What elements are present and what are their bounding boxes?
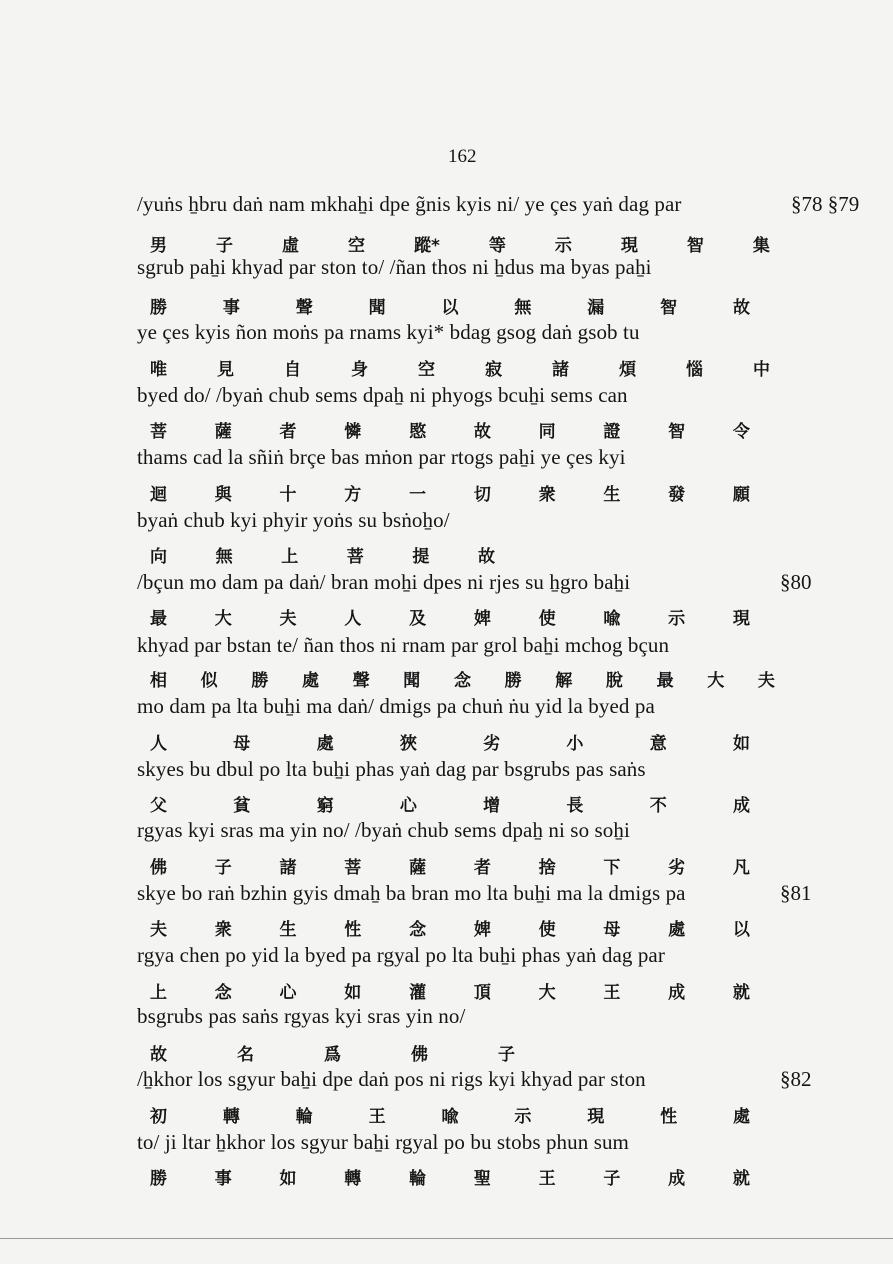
gloss-row xyxy=(150,978,750,1003)
gloss-row xyxy=(150,853,750,878)
page-number: 162 xyxy=(448,146,477,167)
gloss-row xyxy=(150,417,750,442)
gloss-char: 念 xyxy=(214,983,232,1003)
gloss-char: 心 xyxy=(279,983,297,1003)
gloss-char: 子 xyxy=(498,1045,515,1065)
text-line: /bçun mo dam pa daṅ/ bran moẖi dpes ni rjes su ẖgro baẖi xyxy=(137,570,631,594)
text-line: bsgrubs pas saṅs rgyas kyi sras yin no/ xyxy=(137,1004,466,1028)
text-line: ye çes kyis ñon moṅs pa rnams kyi* bdag gsog daṅ gsob tu xyxy=(137,320,640,344)
text-line: /yuṅs ẖbru daṅ nam mkhaẖi dpe g̃nis kyis ni/ ye çes yaṅ dag par xyxy=(137,192,682,216)
gloss-char: 生 xyxy=(279,920,297,940)
gloss-char: 念 xyxy=(453,671,471,691)
gloss-char: 佛 xyxy=(150,858,167,878)
gloss-char: 無 xyxy=(514,298,532,318)
gloss-char: 脫 xyxy=(605,671,623,691)
section-marker: §81 xyxy=(780,881,812,905)
gloss-char: 願 xyxy=(732,485,750,505)
gloss-row xyxy=(150,1164,750,1189)
gloss-char: 聖 xyxy=(473,1169,491,1189)
text-line: mo dam pa lta buẖi ma daṅ/ dmigs pa chuṅ ṅu yid la byed pa xyxy=(137,694,655,718)
gloss-char: 諸 xyxy=(279,858,297,878)
gloss-char: 心 xyxy=(399,796,417,816)
gloss-row xyxy=(150,604,750,629)
gloss-char: 人 xyxy=(344,609,362,629)
gloss-char: 性 xyxy=(660,1107,678,1127)
gloss-char: 以 xyxy=(441,298,459,318)
text-line: rgya chen po yid la byed pa rgyal po lta buẖi phas yaṅ dag par xyxy=(137,943,665,967)
gloss-char: 中 xyxy=(753,360,770,380)
gloss-char: 寂 xyxy=(485,360,502,380)
gloss-char: 如 xyxy=(732,734,750,754)
gloss-char: 煩 xyxy=(619,360,636,380)
gloss-char: 王 xyxy=(368,1107,386,1127)
gloss-char: 王 xyxy=(538,1169,556,1189)
gloss-char: 空 xyxy=(418,360,435,380)
gloss-char: 漏 xyxy=(587,298,605,318)
gloss-char: 劣 xyxy=(668,858,686,878)
gloss-char: 凡 xyxy=(732,858,750,878)
gloss-char: 菩 xyxy=(346,547,364,567)
gloss-char: 念 xyxy=(409,920,427,940)
gloss-char: 大 xyxy=(707,671,725,691)
gloss-char: 轉 xyxy=(222,1107,240,1127)
gloss-char: 子 xyxy=(216,236,233,256)
gloss-row xyxy=(150,293,750,318)
gloss-char: 婢 xyxy=(473,920,491,940)
gloss-char: 上 xyxy=(281,547,299,567)
gloss-char: 上 xyxy=(150,983,167,1003)
gloss-char: 薩 xyxy=(214,422,232,442)
gloss-char: 自 xyxy=(284,360,301,380)
gloss-char: 處 xyxy=(733,1107,750,1127)
gloss-char: 如 xyxy=(279,1169,297,1189)
gloss-char: 聞 xyxy=(403,671,421,691)
gloss-char: 父 xyxy=(150,796,167,816)
text-line: skyes bu dbul po lta buẖi phas yaṅ dag par bsgrubs pas saṅs xyxy=(137,757,646,781)
gloss-char: 夫 xyxy=(150,920,167,940)
gloss-char: 現 xyxy=(732,609,750,629)
gloss-char: 似 xyxy=(200,671,218,691)
gloss-char: 母 xyxy=(603,920,621,940)
section-marker: §78 §79 xyxy=(791,192,860,216)
gloss-char: 事 xyxy=(222,298,240,318)
gloss-char: 以 xyxy=(732,920,750,940)
gloss-char: 夫 xyxy=(757,671,775,691)
gloss-row xyxy=(150,480,750,505)
footer-rule xyxy=(0,1238,893,1239)
gloss-char: 增 xyxy=(483,796,501,816)
gloss-char: 夫 xyxy=(279,609,297,629)
gloss-char: 方 xyxy=(344,485,362,505)
gloss-char: 智 xyxy=(668,422,686,442)
gloss-row xyxy=(150,915,750,940)
gloss-char: 示 xyxy=(668,609,686,629)
gloss-char: 如 xyxy=(344,983,362,1003)
gloss-char: 示 xyxy=(514,1107,532,1127)
text-line: /ẖkhor los sgyur baẖi dpe daṅ pos ni rigs kyi khyad par ston xyxy=(137,1067,646,1091)
gloss-char: 處 xyxy=(316,734,334,754)
gloss-char: 灌 xyxy=(409,983,427,1003)
gloss-char: 者 xyxy=(473,858,491,878)
gloss-char: 處 xyxy=(668,920,686,940)
gloss-char: 貧 xyxy=(233,796,251,816)
gloss-char: 使 xyxy=(538,920,556,940)
gloss-char: 長 xyxy=(566,796,584,816)
gloss-char: 母 xyxy=(233,734,251,754)
gloss-char: 菩 xyxy=(150,422,167,442)
section-marker: §80 xyxy=(780,570,812,594)
gloss-char: 切 xyxy=(473,485,491,505)
gloss-char: 故 xyxy=(473,422,491,442)
gloss-char: 虛 xyxy=(282,236,299,256)
gloss-char: 喩 xyxy=(441,1107,459,1127)
gloss-char: 令 xyxy=(732,422,750,442)
gloss-char: 與 xyxy=(214,485,232,505)
gloss-char: 成 xyxy=(668,1169,686,1189)
gloss-char: 初 xyxy=(150,1107,167,1127)
gloss-char: 男 xyxy=(150,236,167,256)
gloss-char: 勝 xyxy=(150,298,167,318)
gloss-char: 身 xyxy=(351,360,368,380)
gloss-char: 成 xyxy=(668,983,686,1003)
gloss-char: 輪 xyxy=(295,1107,313,1127)
gloss-row xyxy=(150,542,495,567)
gloss-char: 勝 xyxy=(251,671,269,691)
text-line: byaṅ chub kyi phyir yoṅs su bsṅoẖo/ xyxy=(137,508,450,532)
gloss-char: 不 xyxy=(649,796,667,816)
gloss-char: 子 xyxy=(603,1169,621,1189)
gloss-char: 解 xyxy=(555,671,573,691)
gloss-char: 窮 xyxy=(316,796,334,816)
gloss-char: 等 xyxy=(488,236,506,256)
gloss-char: 使 xyxy=(538,609,556,629)
gloss-char: 名 xyxy=(237,1045,254,1065)
text-line: khyad par bstan te/ ñan thos ni rnam par grol baẖi mchog bçun xyxy=(137,633,670,657)
gloss-char: 爲 xyxy=(324,1045,341,1065)
text-line: skye bo raṅ bzhin gyis dmaẖ ba bran mo lta buẖi ma la dmigs pa xyxy=(137,881,686,905)
gloss-char: 集 xyxy=(752,236,770,256)
gloss-char: 大 xyxy=(538,983,556,1003)
gloss-char: 聲 xyxy=(295,298,313,318)
gloss-char: 就 xyxy=(732,1169,750,1189)
gloss-char: 衆 xyxy=(214,920,232,940)
gloss-char: 子 xyxy=(214,858,232,878)
gloss-char: 提 xyxy=(412,547,430,567)
gloss-char: 惱 xyxy=(686,360,703,380)
gloss-char: 就 xyxy=(732,983,750,1003)
gloss-char: 王 xyxy=(603,983,621,1003)
gloss-char: 最 xyxy=(150,609,167,629)
text-line: to/ ji ltar ẖkhor los sgyur baẖi rgyal po bu stobs phun sum xyxy=(137,1130,629,1154)
gloss-char: 性 xyxy=(344,920,362,940)
gloss-char: 諸 xyxy=(552,360,569,380)
gloss-char: 下 xyxy=(603,858,621,878)
gloss-char: 狹 xyxy=(399,734,417,754)
gloss-char: 最 xyxy=(656,671,674,691)
gloss-char: 轉 xyxy=(344,1169,362,1189)
gloss-char: 婢 xyxy=(473,609,491,629)
gloss-char: 小 xyxy=(566,734,584,754)
gloss-char: 處 xyxy=(301,671,319,691)
gloss-char: 聲 xyxy=(352,671,370,691)
gloss-char: 人 xyxy=(150,734,167,754)
gloss-char: 十 xyxy=(279,485,297,505)
gloss-char: 空 xyxy=(348,236,365,256)
gloss-row xyxy=(150,355,770,380)
text-line: rgyas kyi sras ma yin no/ /byaṅ chub sems dpaẖ ni so soẖi xyxy=(137,818,630,842)
gloss-char: 薩 xyxy=(409,858,427,878)
gloss-char: 劣 xyxy=(483,734,501,754)
gloss-char: 唯 xyxy=(150,360,167,380)
gloss-char: 無 xyxy=(215,547,233,567)
gloss-char: 大 xyxy=(214,609,232,629)
gloss-row xyxy=(150,666,775,691)
gloss-char: 勝 xyxy=(504,671,522,691)
gloss-row xyxy=(150,1040,515,1065)
gloss-char: 迴 xyxy=(150,485,167,505)
gloss-char: 現 xyxy=(587,1107,605,1127)
gloss-char: 衆 xyxy=(538,485,556,505)
gloss-char: 故 xyxy=(733,298,750,318)
gloss-char: 意 xyxy=(649,734,667,754)
gloss-row xyxy=(150,231,770,256)
gloss-char: 愍 xyxy=(409,422,427,442)
gloss-row xyxy=(150,1102,750,1127)
gloss-char: 蹤* xyxy=(414,236,440,256)
gloss-char: 一 xyxy=(409,485,427,505)
gloss-char: 向 xyxy=(150,547,167,567)
gloss-char: 故 xyxy=(477,547,495,567)
gloss-char: 憐 xyxy=(344,422,362,442)
gloss-char: 勝 xyxy=(150,1169,167,1189)
text-line: byed do/ /byaṅ chub sems dpaẖ ni phyogs bcuẖi sems can xyxy=(137,383,628,407)
gloss-char: 證 xyxy=(603,422,621,442)
section-marker: §82 xyxy=(780,1067,812,1091)
text-line: thams cad la sñiṅ brçe bas mṅon par rtogs paẖi ye çes kyi xyxy=(137,445,626,469)
gloss-char: 發 xyxy=(668,485,686,505)
gloss-char: 智 xyxy=(660,298,678,318)
gloss-char: 成 xyxy=(732,796,750,816)
gloss-char: 智 xyxy=(686,236,704,256)
gloss-char: 相 xyxy=(150,671,167,691)
gloss-char: 事 xyxy=(214,1169,232,1189)
gloss-char: 見 xyxy=(217,360,234,380)
gloss-char: 喩 xyxy=(603,609,621,629)
gloss-char: 現 xyxy=(620,236,638,256)
gloss-char: 菩 xyxy=(344,858,362,878)
gloss-char: 捨 xyxy=(538,858,556,878)
gloss-char: 頂 xyxy=(473,983,491,1003)
gloss-char: 故 xyxy=(150,1045,167,1065)
gloss-char: 同 xyxy=(538,422,556,442)
gloss-char: 輪 xyxy=(409,1169,427,1189)
gloss-row xyxy=(150,729,750,754)
gloss-row xyxy=(150,791,750,816)
text-line: sgrub paẖi khyad par ston to/ /ñan thos ni ẖdus ma byas paẖi xyxy=(137,255,652,279)
gloss-char: 者 xyxy=(279,422,297,442)
gloss-char: 聞 xyxy=(368,298,386,318)
gloss-char: 及 xyxy=(409,609,427,629)
gloss-char: 佛 xyxy=(411,1045,428,1065)
gloss-char: 示 xyxy=(554,236,572,256)
gloss-char: 生 xyxy=(603,485,621,505)
